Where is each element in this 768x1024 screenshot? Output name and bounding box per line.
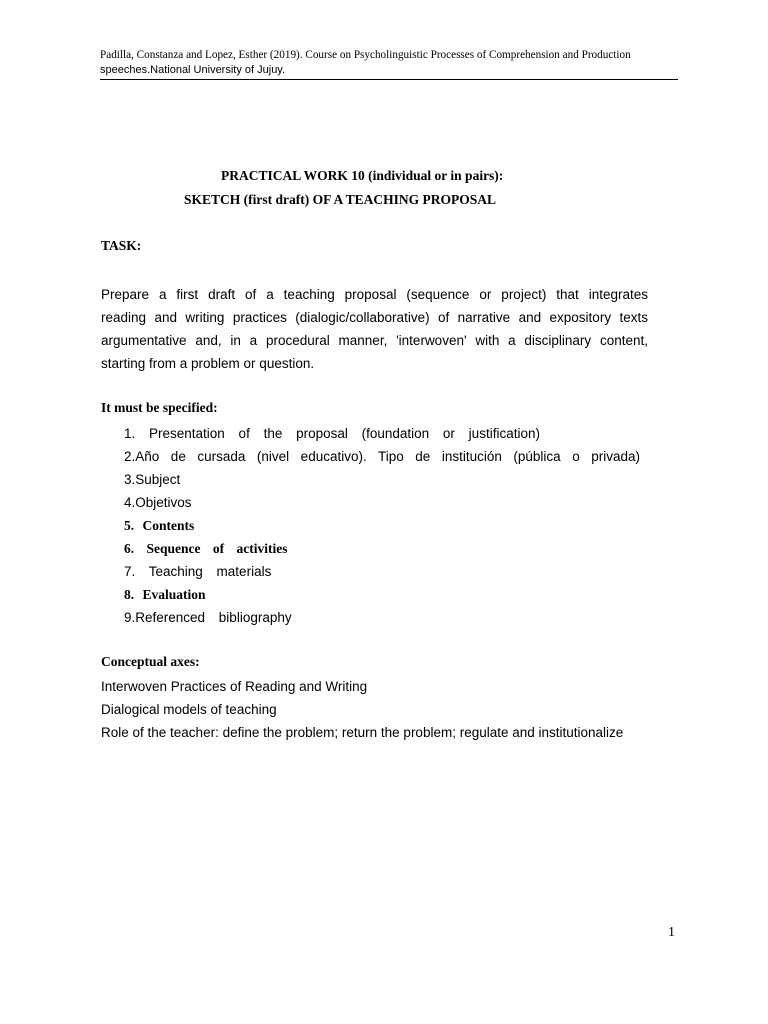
page-number: 1 xyxy=(668,925,675,940)
task-paragraph-line: reading and writing practices (dialogic/collaborative) of narrative and expository texts xyxy=(101,310,648,325)
specified-list xyxy=(124,422,640,629)
list-item: 1. Presentation of the proposal (foundation or justification) xyxy=(124,426,540,441)
list-item: 6. Sequence of activities xyxy=(124,541,288,556)
list-item: 9.Referenced bibliography xyxy=(124,610,292,625)
page-header xyxy=(100,47,678,80)
task-paragraph-line: starting from a problem or question. xyxy=(101,356,315,371)
axes-item: Dialogical models of teaching xyxy=(101,702,277,717)
axes-item: Interwoven Practices of Reading and Writing xyxy=(101,679,368,694)
list-item: 4.Objetivos xyxy=(124,495,192,510)
header-citation-line-1: Padilla, Constanza and Lopez, Esther (2019). Course on Psycholinguistic Processes of Comprehension and Production xyxy=(100,49,631,61)
axes-item: Role of the teacher: define the problem; return the problem; regulate and institutionalize xyxy=(101,725,624,740)
list-item: 3.Subject xyxy=(124,472,181,487)
task-heading: TASK: xyxy=(101,238,142,253)
specified-heading: It must be specified: xyxy=(101,400,218,415)
conceptual-axes-list xyxy=(101,675,623,744)
task-paragraph xyxy=(101,283,648,375)
header-citation-line-2: speeches.National University of Jujuy. xyxy=(100,64,286,76)
list-item: 2.Año de cursada (nivel educativo). Tipo de institución (pública o privada) xyxy=(124,449,640,464)
list-item: 5. Contents xyxy=(124,518,195,533)
title-line-1: PRACTICAL WORK 10 (individual or in pairs): xyxy=(221,168,504,183)
task-paragraph-line: Prepare a first draft of a teaching proposal (sequence or project) that integrates xyxy=(101,287,648,302)
title-line-2: SKETCH (first draft) OF A TEACHING PROPOSAL xyxy=(184,192,497,207)
task-paragraph-line: argumentative and, in a procedural manner, 'interwoven' with a disciplinary content, xyxy=(101,333,648,348)
conceptual-axes-heading: Conceptual axes: xyxy=(101,654,200,669)
list-item: 7. Teaching materials xyxy=(124,564,272,579)
list-item: 8. Evaluation xyxy=(124,587,206,602)
